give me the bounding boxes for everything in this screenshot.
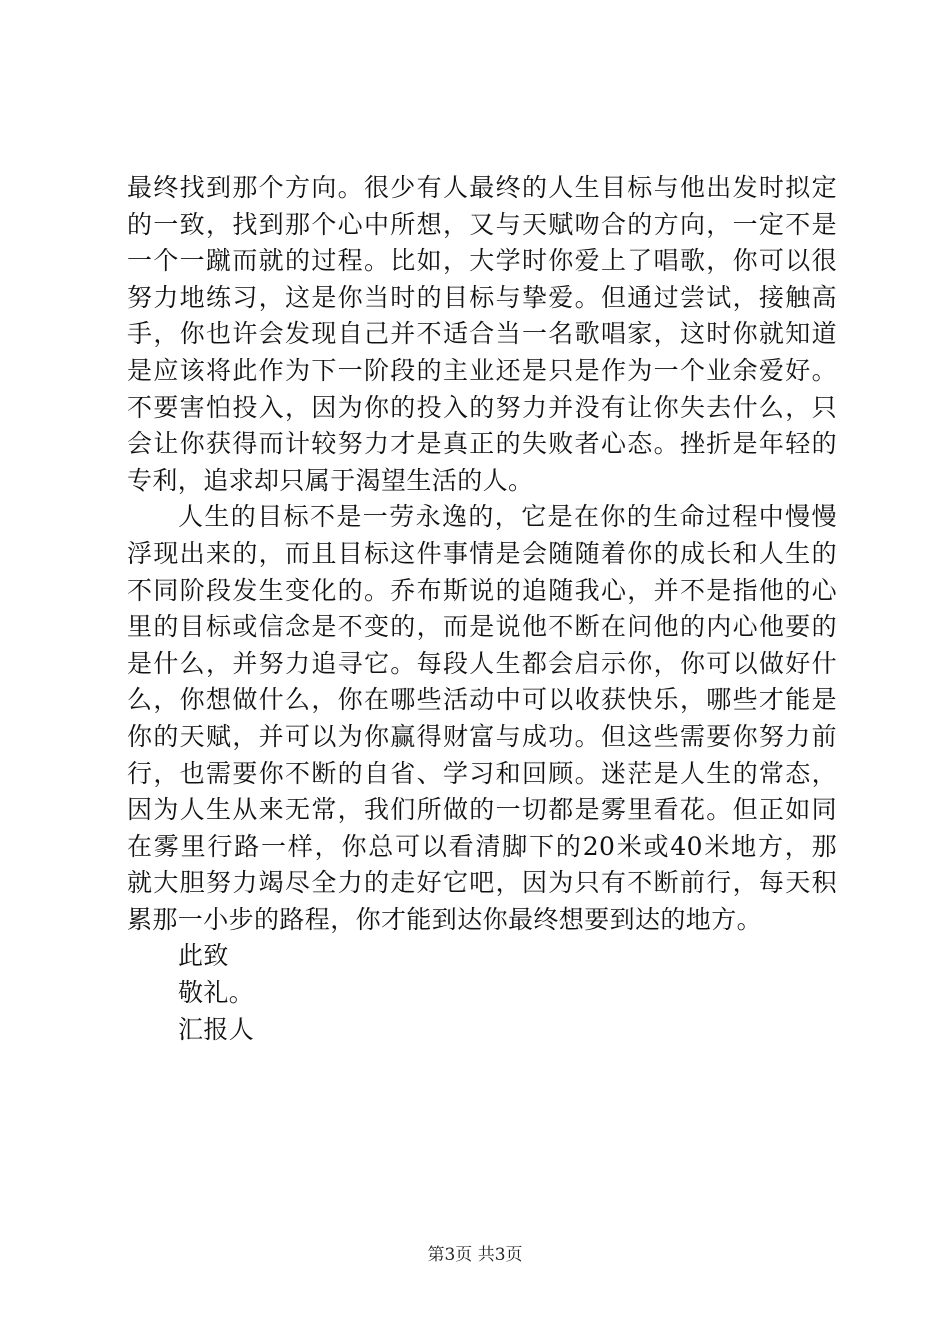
body-line-paragraph-start: 人生的目标不是一劳永逸的，它是在你的生命过程中慢慢 xyxy=(178,502,837,532)
body-line: 不要害怕投入，因为你的投入的努力并没有让你失去什么，只 xyxy=(127,392,837,422)
body-line: 么，你想做什么，你在哪些活动中可以收获快乐，哪些才能是 xyxy=(127,685,837,715)
body-line: 最终找到那个方向。很少有人最终的人生目标与他出发时拟定 xyxy=(127,173,837,202)
closing-regards: 敬礼。 xyxy=(178,978,255,1008)
body-line: 就大胆努力竭尽全力的走好它吧，因为只有不断前行，每天积 xyxy=(127,868,837,898)
body-line: 浮现出来的，而且目标这件事情是会随随着你的成长和人生的 xyxy=(127,538,837,568)
body-line: 在雾里行路一样，你总可以看清脚下的20米或40米地方，那 xyxy=(127,831,837,861)
page-number-footer: 第3页 共3页 xyxy=(427,1245,523,1265)
body-line: 是应该将此作为下一阶段的主业还是只是作为一个业余爱好。 xyxy=(127,355,837,385)
body-line: 不同阶段发生变化的。乔布斯说的追随我心，并不是指他的心 xyxy=(127,575,837,605)
body-line: 努力地练习，这是你当时的目标与挚爱。但通过尝试，接触高 xyxy=(127,282,837,312)
body-line: 的一致，找到那个心中所想，又与天赋吻合的方向，一定不是 xyxy=(127,209,837,239)
body-line: 是什么，并努力追寻它。每段人生都会启示你，你可以做好什 xyxy=(127,648,837,678)
body-line-paragraph-end: 累那一小步的路程，你才能到达你最终想要到达的地方。 xyxy=(127,904,763,934)
closing-salutation: 此致 xyxy=(178,941,229,971)
body-line: 里的目标或信念是不变的，而是说他不断在问他的内心他要的 xyxy=(127,612,837,642)
body-line: 一个一蹴而就的过程。比如，大学时你爱上了唱歌，你可以很 xyxy=(127,246,837,276)
body-line: 你的天赋，并可以为你赢得财富与成功。但这些需要你努力前 xyxy=(127,721,837,751)
body-line: 因为人生从来无常，我们所做的一切都是雾里看花。但正如同 xyxy=(127,795,837,825)
body-line: 行，也需要你不断的自省、学习和回顾。迷茫是人生的常态， xyxy=(127,758,837,788)
document-body xyxy=(127,170,837,1048)
body-line-paragraph-end: 专利，追求却只属于渴望生活的人。 xyxy=(127,465,534,495)
signature-label: 汇报人 xyxy=(178,1014,255,1044)
body-line: 会让你获得而计较努力才是真正的失败者心态。挫折是年轻的 xyxy=(127,429,837,459)
body-line: 手，你也许会发现自己并不适合当一名歌唱家，这时你就知道 xyxy=(127,319,837,349)
